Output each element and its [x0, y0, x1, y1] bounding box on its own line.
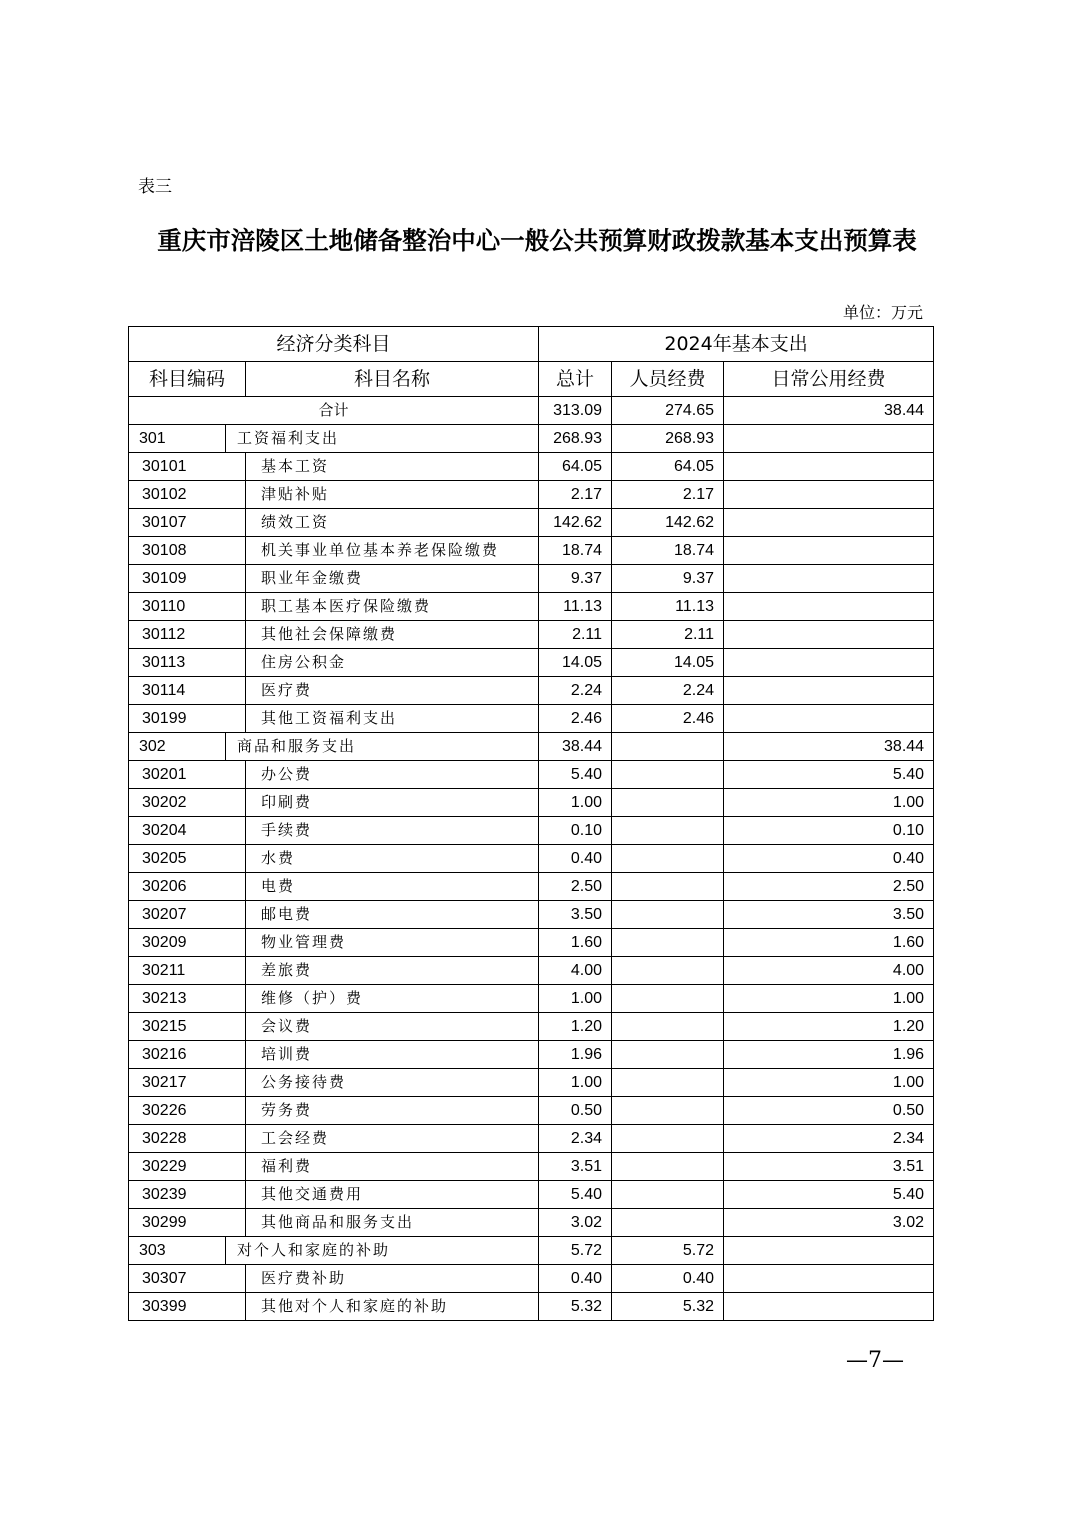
row-code: 30226: [129, 1097, 246, 1125]
row-personnel: [612, 1013, 724, 1041]
table-row: [129, 425, 934, 453]
row-code: 30239: [129, 1181, 246, 1209]
row-code: 30206: [129, 873, 246, 901]
row-total: 0.40: [539, 845, 612, 873]
row-personnel: 11.13: [612, 593, 724, 621]
row-name: 津贴补贴: [246, 481, 539, 509]
row-code: 30114: [129, 677, 246, 705]
row-total: 0.10: [539, 817, 612, 845]
row-personnel: 14.05: [612, 649, 724, 677]
row-personnel: 5.32: [612, 1293, 724, 1321]
row-name: 其他商品和服务支出: [246, 1209, 539, 1237]
row-personnel: 2.11: [612, 621, 724, 649]
table-row: [129, 1097, 934, 1125]
row-total: 2.24: [539, 677, 612, 705]
row-public: [724, 537, 934, 565]
row-public: 4.00: [724, 957, 934, 985]
total-personnel: 274.65: [612, 397, 724, 425]
total-public: 38.44: [724, 397, 934, 425]
row-public: 1.00: [724, 789, 934, 817]
header-total: 总计: [539, 362, 612, 397]
row-total: 2.46: [539, 705, 612, 733]
row-name: 住房公积金: [246, 649, 539, 677]
table-row: [129, 1209, 934, 1237]
row-total: 14.05: [539, 649, 612, 677]
table-label: 表三: [138, 177, 172, 197]
row-code: 30229: [129, 1153, 246, 1181]
row-personnel: 64.05: [612, 453, 724, 481]
table-row: [129, 565, 934, 593]
row-total: 268.93: [539, 425, 612, 453]
row-total: 5.40: [539, 1181, 612, 1209]
table-row: [129, 1181, 934, 1209]
row-total: 2.17: [539, 481, 612, 509]
row-code: 30113: [129, 649, 246, 677]
row-total: 1.60: [539, 929, 612, 957]
table-row: [129, 1237, 934, 1265]
row-personnel: 0.40: [612, 1265, 724, 1293]
header-row-columns: [129, 362, 934, 397]
row-name: 其他社会保障缴费: [246, 621, 539, 649]
table-row: [129, 873, 934, 901]
row-code: 30112: [129, 621, 246, 649]
total-total: 313.09: [539, 397, 612, 425]
row-name: 其他交通费用: [246, 1181, 539, 1209]
table-row: [129, 537, 934, 565]
table-row: [129, 621, 934, 649]
table-row: [129, 1069, 934, 1097]
row-total: 3.02: [539, 1209, 612, 1237]
row-public: [724, 453, 934, 481]
row-name: 邮电费: [246, 901, 539, 929]
row-personnel: [612, 789, 724, 817]
row-code: 30199: [129, 705, 246, 733]
header-row-group: [129, 327, 934, 362]
row-public: [724, 425, 934, 453]
row-personnel: 5.72: [612, 1237, 724, 1265]
row-public: 38.44: [724, 733, 934, 761]
row-personnel: [612, 1181, 724, 1209]
row-total: 1.20: [539, 1013, 612, 1041]
table-row: [129, 1293, 934, 1321]
row-code: 30307: [129, 1265, 246, 1293]
row-name: 医疗费补助: [246, 1265, 539, 1293]
row-total: 0.50: [539, 1097, 612, 1125]
row-total: 1.00: [539, 1069, 612, 1097]
row-name: 基本工资: [246, 453, 539, 481]
row-total: 5.40: [539, 761, 612, 789]
row-name: 培训费: [246, 1041, 539, 1069]
row-total: 1.00: [539, 985, 612, 1013]
row-name: 其他对个人和家庭的补助: [246, 1293, 539, 1321]
table-row: [129, 705, 934, 733]
row-public: [724, 593, 934, 621]
row-code: 302: [129, 733, 226, 761]
row-personnel: [612, 1209, 724, 1237]
row-public: [724, 705, 934, 733]
row-personnel: [612, 929, 724, 957]
row-code: 30109: [129, 565, 246, 593]
row-personnel: [612, 1097, 724, 1125]
row-personnel: [612, 1041, 724, 1069]
row-name: 福利费: [246, 1153, 539, 1181]
table-row: [129, 1265, 934, 1293]
row-code: 30211: [129, 957, 246, 985]
row-total: 2.50: [539, 873, 612, 901]
row-public: [724, 1293, 934, 1321]
table-row: [129, 1013, 934, 1041]
budget-table: [128, 326, 934, 1321]
table-row: [129, 957, 934, 985]
row-personnel: [612, 957, 724, 985]
row-personnel: 9.37: [612, 565, 724, 593]
row-name: 劳务费: [246, 1097, 539, 1125]
page-number: —7—: [846, 1348, 904, 1373]
row-name: 工会经费: [246, 1125, 539, 1153]
row-total: 0.40: [539, 1265, 612, 1293]
row-total: 142.62: [539, 509, 612, 537]
row-public: 1.20: [724, 1013, 934, 1041]
row-public: 2.50: [724, 873, 934, 901]
header-name: 科目名称: [246, 362, 539, 397]
row-public: [724, 509, 934, 537]
total-label: 合计: [129, 397, 539, 425]
row-personnel: [612, 1125, 724, 1153]
row-total: 3.50: [539, 901, 612, 929]
row-code: 30216: [129, 1041, 246, 1069]
row-public: 0.40: [724, 845, 934, 873]
header-code: 科目编码: [129, 362, 246, 397]
row-total: 38.44: [539, 733, 612, 761]
row-public: 1.60: [724, 929, 934, 957]
row-total: 3.51: [539, 1153, 612, 1181]
row-personnel: [612, 1153, 724, 1181]
table-row: [129, 453, 934, 481]
row-name: 工资福利支出: [226, 425, 539, 453]
row-public: 1.00: [724, 1069, 934, 1097]
row-personnel: [612, 873, 724, 901]
table-row: [129, 677, 934, 705]
row-name: 对个人和家庭的补助: [226, 1237, 539, 1265]
row-public: [724, 565, 934, 593]
row-name: 会议费: [246, 1013, 539, 1041]
table-row: [129, 761, 934, 789]
table-row: [129, 1153, 934, 1181]
row-public: 0.10: [724, 817, 934, 845]
row-name: 维修（护）费: [246, 985, 539, 1013]
row-personnel: 2.17: [612, 481, 724, 509]
row-total: 5.32: [539, 1293, 612, 1321]
row-public: 3.50: [724, 901, 934, 929]
row-name: 办公费: [246, 761, 539, 789]
row-total: 5.72: [539, 1237, 612, 1265]
row-total: 18.74: [539, 537, 612, 565]
row-total: 1.00: [539, 789, 612, 817]
row-code: 30215: [129, 1013, 246, 1041]
row-name: 绩效工资: [246, 509, 539, 537]
table-row: [129, 733, 934, 761]
row-public: [724, 677, 934, 705]
table-row: [129, 1125, 934, 1153]
row-public: 1.00: [724, 985, 934, 1013]
header-basic-expenditure: 2024年基本支出: [539, 327, 934, 362]
row-personnel: 18.74: [612, 537, 724, 565]
row-name: 差旅费: [246, 957, 539, 985]
row-personnel: [612, 901, 724, 929]
row-total: 9.37: [539, 565, 612, 593]
row-public: 2.34: [724, 1125, 934, 1153]
row-public: 1.96: [724, 1041, 934, 1069]
table-row: [129, 845, 934, 873]
row-code: 301: [129, 425, 226, 453]
row-personnel: [612, 845, 724, 873]
document-title: 重庆市涪陵区土地储备整治中心一般公共预算财政拨款基本支出预算表: [157, 226, 917, 255]
row-total: 4.00: [539, 957, 612, 985]
row-public: [724, 621, 934, 649]
row-total: 64.05: [539, 453, 612, 481]
row-name: 医疗费: [246, 677, 539, 705]
table-row: [129, 593, 934, 621]
row-name: 机关事业单位基本养老保险缴费: [246, 537, 539, 565]
row-personnel: [612, 985, 724, 1013]
row-code: 30201: [129, 761, 246, 789]
row-public: 3.02: [724, 1209, 934, 1237]
row-personnel: [612, 733, 724, 761]
row-personnel: 268.93: [612, 425, 724, 453]
table-row: [129, 481, 934, 509]
row-name: 物业管理费: [246, 929, 539, 957]
row-public: [724, 649, 934, 677]
table-row: [129, 929, 934, 957]
header-personnel: 人员经费: [612, 362, 724, 397]
row-code: 30299: [129, 1209, 246, 1237]
row-name: 商品和服务支出: [226, 733, 539, 761]
row-personnel: 142.62: [612, 509, 724, 537]
row-name: 水费: [246, 845, 539, 873]
total-row: [129, 397, 934, 425]
row-code: 30399: [129, 1293, 246, 1321]
table-row: [129, 985, 934, 1013]
row-name: 印刷费: [246, 789, 539, 817]
header-economic-classification: 经济分类科目: [129, 327, 539, 362]
row-code: 30102: [129, 481, 246, 509]
row-code: 30110: [129, 593, 246, 621]
row-personnel: 2.46: [612, 705, 724, 733]
row-name: 公务接待费: [246, 1069, 539, 1097]
row-total: 2.11: [539, 621, 612, 649]
row-code: 30205: [129, 845, 246, 873]
row-personnel: [612, 761, 724, 789]
row-public: 0.50: [724, 1097, 934, 1125]
row-code: 30217: [129, 1069, 246, 1097]
row-total: 11.13: [539, 593, 612, 621]
row-code: 30101: [129, 453, 246, 481]
row-code: 30107: [129, 509, 246, 537]
row-personnel: 2.24: [612, 677, 724, 705]
table-row: [129, 509, 934, 537]
row-name: 手续费: [246, 817, 539, 845]
row-name: 职业年金缴费: [246, 565, 539, 593]
row-code: 30209: [129, 929, 246, 957]
row-code: 30207: [129, 901, 246, 929]
row-name: 其他工资福利支出: [246, 705, 539, 733]
unit-label: 单位：万元: [842, 303, 923, 322]
row-code: 30228: [129, 1125, 246, 1153]
table-row: [129, 789, 934, 817]
row-name: 电费: [246, 873, 539, 901]
row-public: [724, 1265, 934, 1293]
row-personnel: [612, 817, 724, 845]
row-code: 30213: [129, 985, 246, 1013]
table-row: [129, 649, 934, 677]
header-public: 日常公用经费: [724, 362, 934, 397]
row-public: 5.40: [724, 761, 934, 789]
row-public: 5.40: [724, 1181, 934, 1209]
row-code: 30108: [129, 537, 246, 565]
row-public: 3.51: [724, 1153, 934, 1181]
row-code: 303: [129, 1237, 226, 1265]
row-total: 1.96: [539, 1041, 612, 1069]
row-public: [724, 481, 934, 509]
row-total: 2.34: [539, 1125, 612, 1153]
row-public: [724, 1237, 934, 1265]
table-row: [129, 817, 934, 845]
row-code: 30204: [129, 817, 246, 845]
table-row: [129, 1041, 934, 1069]
row-code: 30202: [129, 789, 246, 817]
table-row: [129, 901, 934, 929]
row-personnel: [612, 1069, 724, 1097]
row-name: 职工基本医疗保险缴费: [246, 593, 539, 621]
